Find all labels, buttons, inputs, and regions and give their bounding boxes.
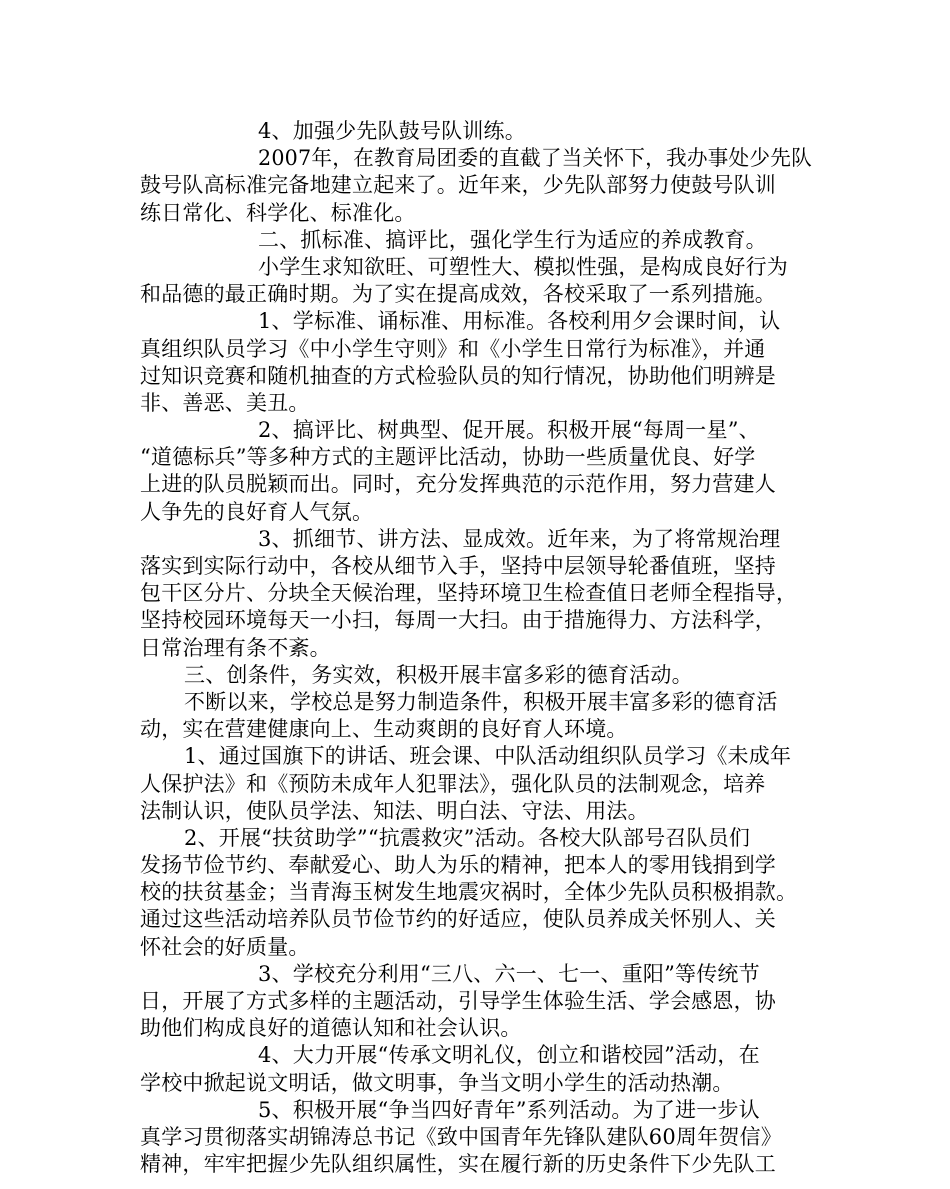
- document-line-text: 日常治理有条不紊。: [140, 635, 331, 660]
- document-line-text: 过知识竞赛和随机抽查的方式检验队员的知行情况，协助他们明辨是: [140, 363, 776, 388]
- document-line: [140, 934, 812, 961]
- document-line-text: 真学习贯彻落实胡锦涛总书记《致中国青年先锋队建队60周年贺信》: [140, 1124, 782, 1149]
- document-line: [140, 363, 812, 390]
- document-line: [140, 336, 812, 363]
- document-line: [140, 1042, 812, 1069]
- document-line-text: 2、开展“扶贫助学”“抗震救灾”活动。各校大队部号召队员们: [184, 825, 751, 850]
- document-line-text: 3、学校充分利用“三八、六一、七一、重阳”等传统节: [258, 961, 760, 986]
- document-line-text: 上进的队员脱颖而出。同时，充分发挥典范的示范作用，努力营建人: [140, 472, 776, 497]
- document-line: [140, 444, 812, 471]
- document-line: [140, 1124, 812, 1151]
- document-line: [140, 607, 812, 634]
- document-line: [140, 635, 812, 662]
- document-line-text: 1、通过国旗下的讲话、班会课、中队活动组织队员学习《未成年: [184, 744, 792, 769]
- document-line-text: 动，实在营建健康向上、生动爽朗的良好育人环境。: [140, 717, 628, 742]
- document-line: [140, 1151, 812, 1178]
- document-line: [140, 200, 812, 227]
- document-line-text: 和品德的最正确时期。为了实在提高成效，各校采取了一系列措施。: [140, 282, 776, 307]
- document-line-text: 真组织队员学习《中小学生守则》和《小学生日常行为标准》，并通: [140, 336, 766, 361]
- document-line-text: 不断以来，学校总是努力制造条件，积极开展丰富多彩的德育活: [184, 689, 778, 714]
- document-line: [140, 1097, 812, 1124]
- document-line: [140, 852, 812, 879]
- document-line: [140, 798, 812, 825]
- document-line: [140, 716, 812, 743]
- document-line: [140, 961, 812, 988]
- document-line: [140, 689, 812, 716]
- document-line-text: 学校中掀起说文明话，做文明事，争当文明小学生的活动热潮。: [140, 1070, 734, 1095]
- document-line: [140, 471, 812, 498]
- document-line-text: 助他们构成良好的道德认知和社会认识。: [140, 1016, 522, 1041]
- document-line-text: 精神，牢牢把握少先队组织属性，实在履行新的历史条件下少先队工: [140, 1152, 776, 1177]
- document-line-text: 4、加强少先队鼓号队训练。: [258, 119, 526, 143]
- document-line: [140, 227, 812, 254]
- document-line: [140, 771, 812, 798]
- document-line: [140, 254, 812, 281]
- document-line: [140, 118, 812, 145]
- document-line-text: 二、抓标准、搞评比，强化学生行为适应的养成教育。: [258, 227, 767, 252]
- document-line-text: 落实到实际行动中，各校从细节入手，坚持中层领导轮番值班，坚持: [140, 554, 776, 578]
- document-line-text: 校的扶贫基金；当青海玉树发生地震灾祸时，全体少先队员积极捐款。: [140, 880, 798, 905]
- document-line: [140, 662, 812, 689]
- document-line: [140, 988, 812, 1015]
- document-line-text: 练日常化、科学化、标准化。: [140, 200, 416, 225]
- document-line-text: 非、善恶、美丑。: [140, 390, 310, 415]
- document-line-text: 鼓号队高标准完备地建立起来了。近年来，少先队部努力使鼓号队训: [140, 173, 776, 198]
- document-line-text: 人争先的良好育人气氛。: [140, 499, 374, 524]
- document-line-text: 2、搞评比、树典型、促开展。积极开展“每周一星”、: [258, 418, 760, 443]
- document-line: [140, 825, 812, 852]
- document-body: [140, 118, 812, 1178]
- document-line: [140, 308, 812, 335]
- document-line-text: 发扬节俭节约、奉献爱心、助人为乐的精神，把本人的零用钱捐到学: [140, 853, 776, 878]
- document-line: [140, 1015, 812, 1042]
- document-line-text: 3、抓细节、讲方法、显成效。近年来，为了将常规治理: [258, 526, 781, 551]
- document-line: [140, 1070, 812, 1097]
- document-line: [140, 879, 812, 906]
- document-line: [140, 145, 812, 172]
- document-line: [140, 281, 812, 308]
- document-line: [140, 390, 812, 417]
- document-line-text: 法制认识，使队员学法、知法、明白法、守法、用法。: [140, 798, 649, 823]
- document-line-text: 1、学标准、诵标准、用标准。各校利用夕会课时间，认: [258, 309, 781, 334]
- document-line: [140, 743, 812, 770]
- document-line-text: 2007年，在教育局团委的直截了当关怀下，我办事处少先队: [258, 146, 812, 171]
- document-line-text: 人保护法》和《预防未成年人犯罪法》，强化队员的法制观念，培养: [140, 771, 766, 796]
- document-line: [140, 417, 812, 444]
- document-line: [140, 526, 812, 553]
- document-line: [140, 172, 812, 199]
- document-line: [140, 906, 812, 933]
- document-line-text: 三、创条件，务实效，积极开展丰富多彩的德育活动。: [184, 662, 693, 687]
- document-line-text: 怀社会的好质量。: [140, 934, 310, 959]
- document-line-text: 小学生求知欲旺、可塑性大、模拟性强，是构成良好行为: [258, 254, 788, 279]
- document-line: [140, 499, 812, 526]
- document-line-text: 通过这些活动培养队员节俭节约的好适应，使队员养成关怀别人、关: [140, 907, 776, 932]
- document-line: [140, 580, 812, 607]
- document-line-text: “道德标兵”等多种方式的主题评比活动，协助一些质量优良、好学: [140, 445, 756, 470]
- document-line-text: 5、积极开展“争当四好青年”系列活动。为了进一步认: [258, 1097, 760, 1122]
- document-line: [140, 553, 812, 580]
- document-line-text: 日，开展了方式多样的主题活动，引导学生体验生活、学会感恩，协: [140, 989, 776, 1013]
- document-line-text: 包干区分片、分块全天候治理，坚持环境卫生检查值日老师全程指导，: [140, 581, 798, 606]
- document-line-text: 坚持校园环境每天一小扫，每周一大扫。由于措施得力、方法科学，: [140, 608, 776, 633]
- document-line-text: 4、大力开展“传承文明礼仪，创立和谐校园”活动，在: [258, 1043, 760, 1068]
